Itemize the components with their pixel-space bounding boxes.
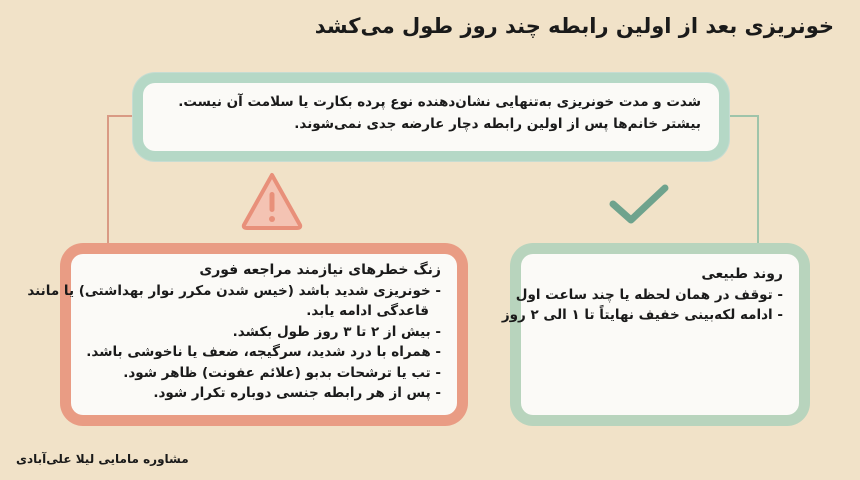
- warning-item: - پس از هر رابطه جنسی دوباره تکرار شود.: [153, 385, 441, 401]
- warning-item: - تب یا ترشحات بدبو (علائم عفونت) ظاهر شود.: [123, 364, 441, 381]
- summary-line: شدت و مدت خونریزی به‌تنهایی نشان‌دهنده نوع پرده بکارت یا سلامت آن نیست.: [178, 94, 701, 110]
- author-credit: مشاوره مامایی لیلا علی‌آبادی: [16, 452, 189, 466]
- connector-right: [719, 116, 758, 254]
- page-title: خونریزی بعد از اولین رابطه چند روز طول می‌کشد: [314, 14, 834, 38]
- warning-triangle-icon: [239, 170, 305, 236]
- warning-item: قاعدگی ادامه یابد.: [306, 303, 429, 319]
- normal-item: - توقف در همان لحظه یا چند ساعت اول: [515, 286, 783, 303]
- normal-heading: روند طبیعی: [701, 266, 783, 282]
- connector-left: [108, 116, 143, 254]
- normal-item: - ادامه لکه‌بینی خفیف نهایتاً تا ۱ الی ۲ روز: [501, 307, 783, 323]
- checkmark-icon: [607, 182, 671, 230]
- warning-item: - بیش از ۲ تا ۳ روز طول بکشد.: [232, 323, 441, 340]
- summary-line: بیشتر خانم‌ها پس از اولین رابطه دچار عارضه جدی نمی‌شوند.: [294, 116, 701, 132]
- summary-card: [143, 83, 719, 151]
- warning-item: - خونریزی شدید باشد (خیس شدن مکرر نوار بهداشتی) یا مانند: [27, 282, 441, 299]
- warning-signs-card: [27, 254, 457, 415]
- warning-item: - همراه با درد شدید، سرگیجه، ضعف یا ناخوشی باشد.: [86, 344, 441, 360]
- normal-course-card: [501, 254, 799, 415]
- warning-heading: زنگ خطرهای نیازمند مراجعه فوری: [199, 262, 441, 278]
